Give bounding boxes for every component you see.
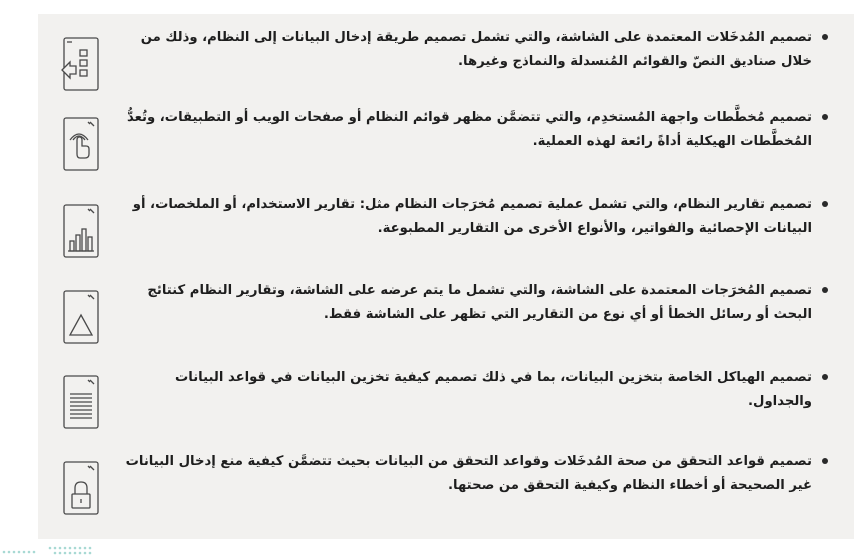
tablet-lock-icon — [60, 460, 102, 516]
tablet-warning-triangle-icon — [60, 289, 102, 345]
bullet — [822, 287, 828, 293]
list-item — [38, 26, 854, 106]
item-text-content: تصميم قواعد التحقق من صحة المُدخَلات وقواعد التحقق من البيانات بحيث تتضمَّن كيفية منع إدخال البيانات غير الصحيحة أو أخطاء النظام وكيفية التحقق من صحتها. — [125, 454, 812, 493]
item-text — [120, 279, 828, 326]
content-panel — [38, 14, 854, 539]
bullet — [822, 201, 828, 207]
item-text — [120, 26, 828, 73]
item-text-content: تصميم تقارير النظام، والتي تشمل عملية تصميم مُخرَجات النظام مثل: تقارير الاستخدام، أو الملخصات، أو البيانات الإحصائية والفواتير، والأنواع الأخرى من التقارير المطبوعة. — [132, 197, 812, 236]
tablet-input-arrow-icon — [60, 36, 102, 92]
tablet-bar-chart-icon — [60, 203, 102, 259]
bullet — [822, 114, 828, 120]
item-text — [120, 450, 828, 497]
list-item — [38, 450, 854, 530]
list-item — [38, 106, 854, 186]
bullet — [822, 458, 828, 464]
item-text-content: تصميم مُخطَّطات واجهة المُستخدِم، والتي تتضمَّن مظهر قوائم النظام أو صفحات الويب أو التطبيقات، وتُعدُّ المُخطَّطات الهيكلية أداةً رائعة لهذه العملية. — [127, 110, 812, 149]
list-item — [38, 279, 854, 359]
item-text — [120, 366, 828, 413]
item-text-content: تصميم المُدخَلات المعتمدة على الشاشة، والتي تشمل تصميم طريقة إدخال البيانات إلى النظام، وذلك من خلال صناديق النصّ والقوائم المُنسدلة والنماذج وغيرها. — [140, 30, 812, 69]
tablet-text-lines-icon — [60, 374, 102, 430]
tablet-touch-hand-icon — [60, 116, 102, 172]
item-text-content: تصميم الهياكل الخاصة بتخزين البيانات، بما في ذلك تصميم كيفية تخزين البيانات في قواعد البيانات والجداول. — [175, 370, 812, 409]
bullet — [822, 34, 828, 40]
item-text — [120, 193, 828, 240]
decorative-dots — [0, 540, 110, 558]
list-item — [38, 366, 854, 446]
item-text-content: تصميم المُخرَجات المعتمدة على الشاشة، والتي تشمل ما يتم عرضه على الشاشة، وتقارير النظام كنتائج البحث أو رسائل الخطأ أو أي نوع من التقارير التي تظهر على الشاشة فقط. — [147, 283, 812, 322]
bullet — [822, 374, 828, 380]
item-text — [120, 106, 828, 153]
list-item — [38, 193, 854, 273]
